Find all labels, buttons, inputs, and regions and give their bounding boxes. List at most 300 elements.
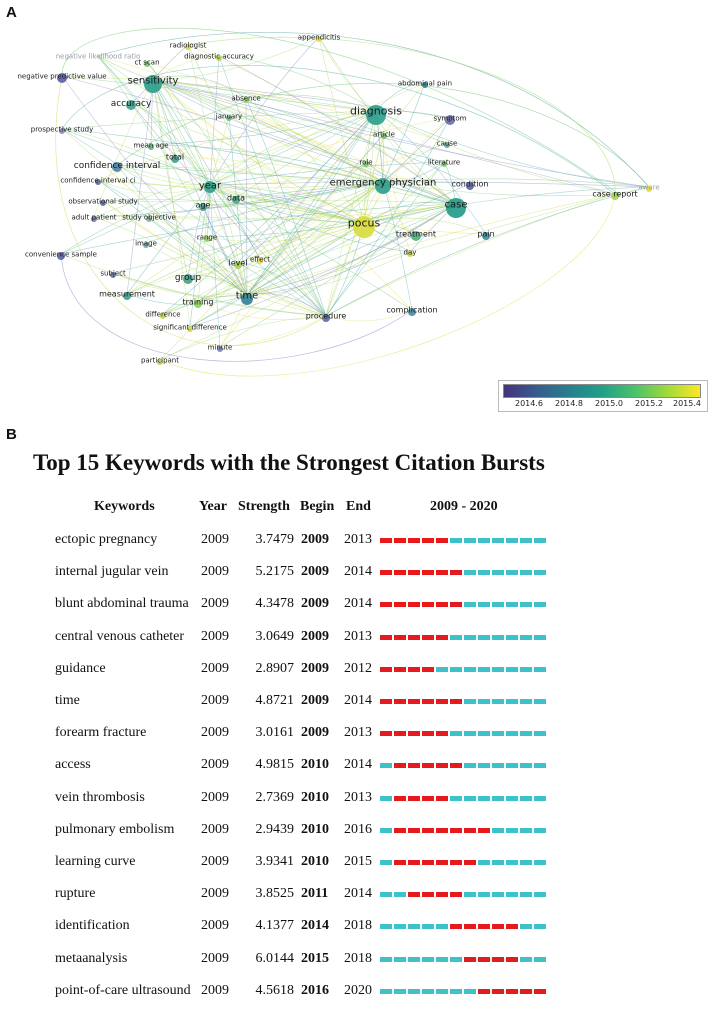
baseline-year-segment [520, 892, 532, 897]
baseline-year-segment [478, 892, 490, 897]
burst-table-row [0, 757, 708, 789]
keyword-label: appendicitis [297, 33, 341, 42]
strength-cell: 3.7479 [255, 532, 294, 547]
burst-year-segment [450, 924, 462, 929]
burst-year-segment [408, 635, 420, 640]
keyword-label: participant [140, 356, 180, 365]
burst-year-segment [408, 699, 420, 704]
baseline-year-segment [478, 860, 490, 865]
burst-year-segment [450, 570, 462, 575]
burst-year-segment [492, 924, 504, 929]
baseline-year-segment [464, 570, 476, 575]
strength-cell: 2.8907 [255, 660, 294, 676]
burst-year-segment [422, 892, 434, 897]
burst-year-segment [436, 796, 448, 801]
burst-year-segment [394, 828, 406, 833]
baseline-year-segment [506, 860, 518, 865]
burst-year-segment [464, 828, 476, 833]
burst-table-row [0, 918, 708, 950]
strength-cell: 4.8721 [255, 693, 294, 708]
header-end: End [346, 499, 371, 514]
burst-year-segment [408, 570, 420, 575]
strength-cell: 3.8525 [255, 886, 294, 902]
legend-tick: 2015.0 [595, 399, 623, 408]
burst-year-segment [380, 538, 392, 543]
baseline-year-segment [464, 699, 476, 704]
baseline-year-segment [450, 957, 462, 962]
burst-year-segment [506, 989, 518, 994]
baseline-year-segment [492, 828, 504, 833]
baseline-year-segment [520, 828, 532, 833]
burst-year-segment [436, 699, 448, 704]
legend-tick: 2015.2 [635, 399, 663, 408]
baseline-year-segment [520, 699, 532, 704]
keyword-label: total [165, 152, 185, 162]
burst-timeline [380, 892, 548, 897]
baseline-year-segment [464, 892, 476, 897]
baseline-year-segment [380, 796, 392, 801]
keyword-label: level [228, 258, 248, 268]
burst-year-segment [506, 957, 518, 962]
baseline-year-segment [506, 763, 518, 768]
baseline-year-segment [520, 667, 532, 672]
keyword-label: age [195, 200, 211, 210]
baseline-year-segment [380, 924, 392, 929]
year-cell: 2009 [201, 789, 229, 805]
strength-cell: 2.7369 [255, 789, 294, 805]
keyword-cell: forearm fracture [55, 725, 147, 741]
keyword-cell: point-of-care ultrasound [55, 982, 191, 998]
baseline-year-segment [464, 763, 476, 768]
burst-timeline [380, 667, 548, 672]
strength-cell: 4.3478 [255, 596, 294, 612]
keyword-cell: metaanalysis [55, 950, 128, 966]
network-labels [17, 33, 659, 364]
header-begin: Begin [300, 499, 335, 514]
baseline-year-segment [436, 957, 448, 962]
burst-year-segment [380, 602, 392, 607]
burst-year-segment [394, 538, 406, 543]
keyword-label: time [235, 290, 259, 302]
burst-year-segment [380, 699, 392, 704]
baseline-year-segment [380, 989, 392, 994]
header-strength: Strength [238, 499, 290, 514]
keyword-label: abdominal pain [397, 79, 453, 88]
burst-year-segment [464, 924, 476, 929]
burst-year-segment [394, 763, 406, 768]
burst-table-row [0, 532, 708, 564]
baseline-year-segment [380, 892, 392, 897]
burst-year-segment [408, 667, 420, 672]
baseline-year-segment [380, 828, 392, 833]
keyword-label: confidence interval [73, 161, 161, 171]
strength-cell: 3.9341 [255, 854, 294, 869]
burst-year-segment [408, 796, 420, 801]
network-edge [326, 187, 649, 316]
year-cell: 2009 [201, 532, 229, 547]
burst-year-segment [422, 860, 434, 865]
header-year: Year [199, 499, 227, 514]
baseline-year-segment [506, 667, 518, 672]
keyword-cell: time [55, 693, 80, 708]
begin-cell: 2009 [301, 564, 329, 580]
baseline-year-segment [450, 667, 462, 672]
baseline-year-segment [506, 699, 518, 704]
legend-tick: 2014.6 [515, 399, 543, 408]
keyword-label: range [196, 233, 218, 242]
keyword-label: observational study [68, 197, 138, 206]
burst-timeline [380, 602, 548, 607]
begin-cell: 2010 [301, 821, 329, 837]
baseline-year-segment [422, 924, 434, 929]
baseline-year-segment [506, 635, 518, 640]
network-edge [210, 185, 364, 223]
baseline-year-segment [464, 731, 476, 736]
keyword-label: complication [386, 305, 438, 315]
strength-cell: 6.0144 [255, 950, 294, 966]
keyword-cell: rupture [55, 886, 96, 902]
end-cell: 2016 [344, 821, 372, 837]
keyword-label: aware [638, 183, 660, 192]
baseline-year-segment [394, 924, 406, 929]
keyword-label: case [444, 199, 468, 211]
burst-year-segment [436, 860, 448, 865]
baseline-year-segment [380, 860, 392, 865]
baseline-year-segment [492, 667, 504, 672]
burst-timeline [380, 924, 548, 929]
baseline-year-segment [422, 989, 434, 994]
baseline-year-segment [534, 828, 546, 833]
burst-table-row [0, 725, 708, 757]
burst-year-segment [394, 667, 406, 672]
burst-year-segment [394, 570, 406, 575]
keyword-cell: ectopic pregnancy [55, 532, 158, 547]
baseline-year-segment [520, 860, 532, 865]
keyword-label: radiologist [169, 41, 207, 50]
baseline-year-segment [534, 763, 546, 768]
burst-year-segment [380, 635, 392, 640]
baseline-year-segment [520, 538, 532, 543]
baseline-year-segment [534, 924, 546, 929]
burst-year-segment [464, 957, 476, 962]
baseline-year-segment [534, 667, 546, 672]
burst-table-row [0, 693, 708, 725]
burst-year-segment [478, 957, 490, 962]
burst-year-segment [478, 828, 490, 833]
burst-year-segment [506, 924, 518, 929]
burst-year-segment [422, 699, 434, 704]
baseline-year-segment [478, 667, 490, 672]
baseline-year-segment [450, 989, 462, 994]
burst-table-row [0, 983, 708, 1015]
keyword-label: pain [477, 229, 495, 239]
strength-cell: 3.0649 [255, 628, 294, 644]
panel-b-label: B [6, 426, 17, 443]
baseline-year-segment [534, 538, 546, 543]
burst-year-segment [520, 989, 532, 994]
baseline-year-segment [478, 796, 490, 801]
burst-timeline [380, 796, 548, 801]
burst-year-segment [380, 667, 392, 672]
keyword-label: group [174, 273, 202, 283]
baseline-year-segment [492, 635, 504, 640]
keyword-label: prospective study [30, 125, 94, 134]
keyword-label: diagnostic accuracy [184, 52, 254, 61]
burst-year-segment [422, 796, 434, 801]
burst-year-segment [408, 892, 420, 897]
legend-tick: 2015.4 [673, 399, 701, 408]
baseline-year-segment [394, 957, 406, 962]
keyword-label: mean age [133, 141, 169, 150]
burst-year-segment [408, 602, 420, 607]
burst-year-segment [408, 763, 420, 768]
keyword-label: role [359, 158, 373, 167]
network-edge [326, 182, 383, 316]
keyword-label: image [135, 239, 157, 248]
begin-cell: 2016 [301, 982, 329, 998]
keyword-label: data [226, 193, 246, 203]
baseline-year-segment [478, 763, 490, 768]
burst-table-row [0, 886, 708, 918]
burst-timeline [380, 957, 548, 962]
burst-year-segment [422, 731, 434, 736]
baseline-year-segment [534, 570, 546, 575]
header-keywords: Keywords [94, 499, 155, 514]
burst-timeline [380, 699, 548, 704]
end-cell: 2014 [344, 596, 372, 612]
baseline-year-segment [492, 892, 504, 897]
burst-table-row [0, 661, 708, 693]
baseline-year-segment [450, 635, 462, 640]
baseline-year-segment [520, 763, 532, 768]
network-edge [326, 194, 615, 316]
keyword-cell: pulmonary embolism [55, 821, 175, 837]
keyword-label: negative predictive value [17, 72, 107, 81]
year-cell: 2009 [201, 693, 229, 708]
burst-table-row [0, 790, 708, 822]
burst-year-segment [450, 892, 462, 897]
end-cell: 2014 [344, 886, 372, 902]
keyword-label: measurement [99, 289, 155, 299]
baseline-year-segment [436, 989, 448, 994]
baseline-year-segment [478, 570, 490, 575]
burst-year-segment [408, 538, 420, 543]
end-cell: 2013 [344, 532, 372, 547]
keyword-label: symptom [433, 114, 467, 123]
keyword-cell: guidance [55, 660, 106, 676]
keyword-label: accuracy [110, 99, 152, 109]
baseline-year-segment [492, 538, 504, 543]
keyword-label: study objective [122, 213, 176, 222]
strength-cell: 4.1377 [255, 918, 294, 934]
baseline-year-segment [408, 989, 420, 994]
keyword-cell: internal jugular vein [55, 564, 169, 580]
year-color-legend [498, 380, 708, 412]
keyword-cell: vein thrombosis [55, 789, 145, 805]
legend-gradient [503, 384, 701, 398]
burst-year-segment [450, 602, 462, 607]
network-edge [220, 204, 456, 347]
burst-year-segment [394, 860, 406, 865]
baseline-year-segment [506, 538, 518, 543]
burst-year-segment [380, 570, 392, 575]
burst-year-segment [422, 667, 434, 672]
baseline-year-segment [520, 796, 532, 801]
burst-year-segment [436, 538, 448, 543]
burst-timeline [380, 635, 548, 640]
burst-timeline [380, 763, 548, 768]
end-cell: 2020 [344, 982, 372, 998]
burst-year-segment [394, 731, 406, 736]
end-cell: 2018 [344, 918, 372, 934]
baseline-year-segment [534, 602, 546, 607]
burst-table-row [0, 629, 708, 661]
year-cell: 2009 [201, 982, 229, 998]
burst-year-segment [422, 538, 434, 543]
end-cell: 2014 [344, 693, 372, 708]
baseline-year-segment [534, 731, 546, 736]
year-cell: 2009 [201, 596, 229, 612]
burst-year-segment [436, 828, 448, 833]
baseline-year-segment [464, 796, 476, 801]
baseline-year-segment [394, 989, 406, 994]
baseline-year-segment [436, 667, 448, 672]
baseline-year-segment [492, 602, 504, 607]
end-cell: 2013 [344, 789, 372, 805]
baseline-year-segment [478, 731, 490, 736]
keyword-cell: learning curve [55, 854, 136, 869]
burst-year-segment [450, 763, 462, 768]
keyword-label: effect [249, 255, 271, 264]
burst-year-segment [436, 763, 448, 768]
burst-year-segment [450, 860, 462, 865]
keyword-cell: identification [55, 918, 130, 934]
year-cell: 2009 [201, 886, 229, 902]
begin-cell: 2010 [301, 854, 329, 869]
burst-timeline [380, 538, 548, 543]
keyword-cell: blunt abdominal trauma [55, 596, 189, 612]
baseline-year-segment [408, 957, 420, 962]
burst-year-segment [422, 602, 434, 607]
begin-cell: 2010 [301, 757, 329, 773]
burst-year-segment [492, 989, 504, 994]
burst-year-segment [422, 828, 434, 833]
network-edge [210, 185, 364, 223]
keyword-label: absence [231, 94, 261, 103]
burst-timeline [380, 828, 548, 833]
baseline-year-segment [520, 924, 532, 929]
keyword-label: difference [145, 310, 181, 319]
keyword-label: training [182, 297, 214, 307]
burst-year-segment [394, 699, 406, 704]
baseline-year-segment [492, 796, 504, 801]
begin-cell: 2010 [301, 789, 329, 805]
burst-year-segment [534, 989, 546, 994]
begin-cell: 2009 [301, 725, 329, 741]
keyword-label: ct scan [134, 58, 160, 67]
baseline-year-segment [506, 602, 518, 607]
keyword-label: january [215, 112, 243, 121]
keyword-label: procedure [305, 311, 347, 321]
begin-cell: 2014 [301, 918, 329, 934]
burst-table-title: Top 15 Keywords with the Strongest Citation Bursts [33, 450, 545, 475]
year-cell: 2009 [201, 725, 229, 741]
baseline-year-segment [464, 538, 476, 543]
network-edge [127, 80, 153, 294]
baseline-year-segment [464, 602, 476, 607]
baseline-year-segment [534, 699, 546, 704]
burst-year-segment [394, 602, 406, 607]
burst-year-segment [478, 924, 490, 929]
baseline-year-segment [520, 602, 532, 607]
burst-year-segment [422, 635, 434, 640]
strength-cell: 5.2175 [255, 564, 294, 580]
baseline-year-segment [492, 860, 504, 865]
year-cell: 2009 [201, 660, 229, 676]
keyword-label: sensitivity [127, 75, 179, 87]
keyword-cell: central venous catheter [55, 628, 185, 644]
keyword-label: treatment [395, 229, 437, 239]
baseline-year-segment [394, 892, 406, 897]
baseline-year-segment [450, 731, 462, 736]
baseline-year-segment [492, 699, 504, 704]
begin-cell: 2009 [301, 532, 329, 547]
begin-cell: 2009 [301, 596, 329, 612]
end-cell: 2013 [344, 628, 372, 644]
baseline-year-segment [534, 957, 546, 962]
burst-year-segment [408, 860, 420, 865]
keyword-label: article [373, 130, 395, 139]
year-cell: 2009 [201, 854, 229, 869]
end-cell: 2012 [344, 660, 372, 676]
baseline-year-segment [380, 763, 392, 768]
header-range: 2009 - 2020 [430, 499, 498, 514]
baseline-year-segment [408, 924, 420, 929]
burst-year-segment [436, 602, 448, 607]
year-cell: 2009 [201, 564, 229, 580]
burst-timeline [380, 570, 548, 575]
burst-year-segment [436, 635, 448, 640]
burst-year-segment [436, 731, 448, 736]
burst-timeline [380, 731, 548, 736]
burst-year-segment [380, 731, 392, 736]
burst-year-segment [422, 570, 434, 575]
begin-cell: 2009 [301, 628, 329, 644]
keyword-label: convenience sample [25, 250, 97, 259]
legend-tick: 2014.8 [555, 399, 583, 408]
baseline-year-segment [492, 570, 504, 575]
baseline-year-segment [492, 763, 504, 768]
baseline-year-segment [478, 602, 490, 607]
baseline-year-segment [520, 957, 532, 962]
begin-cell: 2009 [301, 693, 329, 708]
strength-cell: 3.0161 [255, 725, 294, 741]
baseline-year-segment [464, 635, 476, 640]
keyword-label: confidence interval ci [60, 176, 136, 185]
keyword-label: cause [436, 139, 458, 148]
burst-year-segment [478, 989, 490, 994]
end-cell: 2014 [344, 564, 372, 580]
baseline-year-segment [478, 635, 490, 640]
burst-year-segment [394, 635, 406, 640]
burst-year-segment [436, 892, 448, 897]
burst-table-row [0, 564, 708, 596]
baseline-year-segment [436, 924, 448, 929]
keyword-label: subject [100, 269, 126, 278]
burst-year-segment [450, 699, 462, 704]
baseline-year-segment [506, 731, 518, 736]
baseline-year-segment [520, 570, 532, 575]
